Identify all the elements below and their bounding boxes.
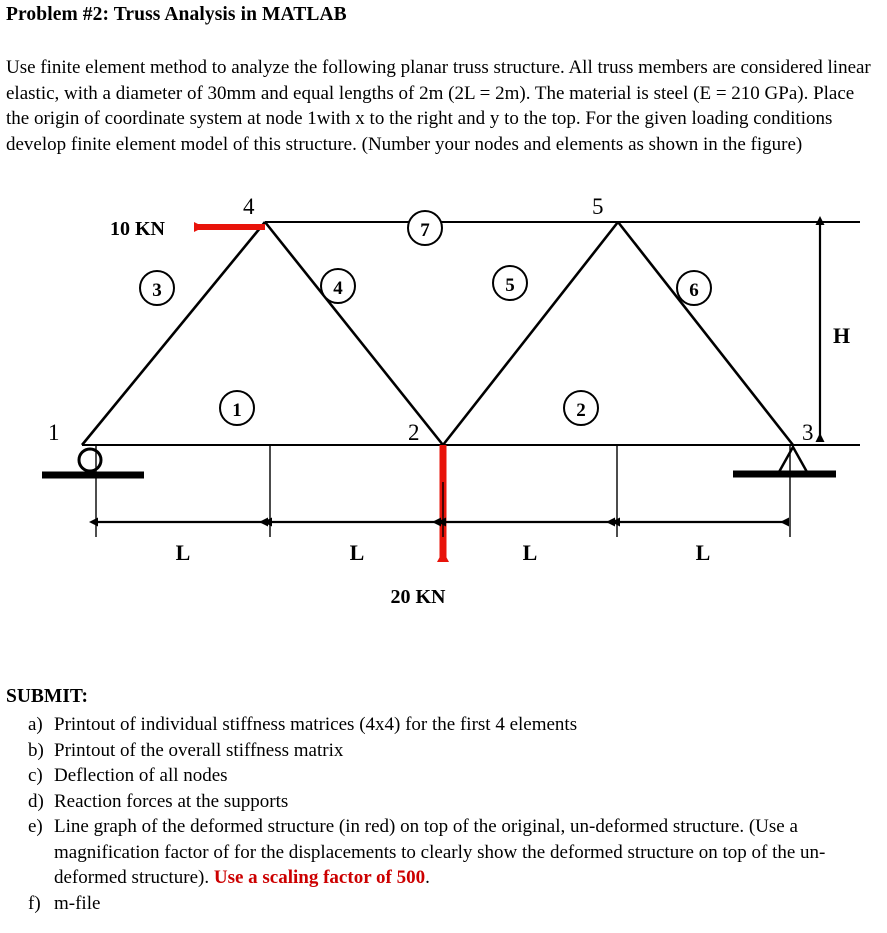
element-badge-2: [564, 391, 598, 425]
dimension-label-L-2: L: [349, 540, 365, 565]
list-item-marker: d): [28, 790, 44, 812]
list-item-text: m-file: [54, 892, 101, 914]
svg-text:3: 3: [152, 280, 162, 301]
element-badge-4: [321, 269, 355, 303]
node-label-1: 1: [48, 420, 60, 445]
element-badge-6: [677, 271, 711, 305]
list-item: [28, 763, 878, 789]
list-item-marker: c): [28, 765, 43, 786]
list-item-text-tail: .: [425, 867, 430, 888]
dimension-label-L-1: L: [175, 540, 191, 565]
submit-list: [28, 712, 878, 916]
dimension-label-H: H: [833, 323, 851, 348]
list-item-text: Printout of the overall stiffness matrix: [54, 739, 344, 761]
element-badge-3: [140, 271, 174, 305]
list-item: [28, 712, 878, 738]
support-pin-node1: [42, 449, 144, 475]
dimension-label-L-4: L: [695, 540, 711, 565]
list-item-text: Deflection of all nodes: [54, 765, 228, 786]
support-node3: [733, 447, 836, 474]
list-item-emphasis: Use a scaling factor of 500: [213, 867, 426, 888]
element-badge-1: [220, 391, 254, 425]
node-label-5: 5: [592, 194, 604, 219]
load-label-10kn: 10 KN: [110, 218, 165, 240]
truss-figure: [0, 192, 887, 632]
node-label-2: 2: [408, 420, 420, 445]
list-item-marker: e): [28, 816, 43, 837]
svg-text:7: 7: [420, 220, 430, 241]
svg-text:4: 4: [333, 278, 343, 299]
list-item-text-body: Line graph of the deformed structure (in red) on top of the original, un-deformed structure. (Use a magnification factor of for the displacements to clearly show the deformed structure on top of the un-deformed structure).: [54, 816, 826, 888]
truss-members: [82, 222, 793, 445]
svg-text:2: 2: [576, 400, 586, 421]
element-badge-5: [493, 266, 527, 300]
page-title: Problem #2: Truss Analysis in MATLAB: [6, 4, 347, 25]
load-label-20kn: 20 KN: [390, 586, 446, 608]
problem-statement: Use finite element method to analyze the following planar truss structure. All truss members are considered linear elastic, with a diameter of 30mm and equal lengths of 2m (2L = 2m). The material is steel (E = 210 GPa). Place the origin of coordinate system at node 1with x to the right and y to the top. For the given loading conditions develop finite element model of this structure. (Number your nodes and elements as shown in the figure): [6, 57, 871, 155]
dimension-label-L-3: L: [522, 540, 538, 565]
element-badge-7: [408, 211, 442, 245]
list-item: [28, 789, 878, 815]
list-item: [28, 814, 878, 891]
svg-text:5: 5: [505, 275, 515, 296]
svg-text:1: 1: [232, 400, 242, 421]
list-item: [28, 738, 878, 764]
list-item-marker: b): [28, 739, 44, 761]
list-item-marker: a): [28, 714, 43, 735]
list-item-text: Reaction forces at the supports: [54, 790, 289, 812]
node-label-3: 3: [802, 420, 814, 445]
submit-heading: SUBMIT:: [6, 686, 88, 707]
list-item-text: Printout of individual stiffness matrices (4x4) for the first 4 elements: [54, 714, 578, 735]
list-item: [28, 891, 878, 917]
svg-text:6: 6: [689, 280, 699, 301]
node-label-4: 4: [243, 194, 255, 219]
list-item-text: [54, 814, 878, 891]
list-item-marker: f): [28, 892, 41, 914]
